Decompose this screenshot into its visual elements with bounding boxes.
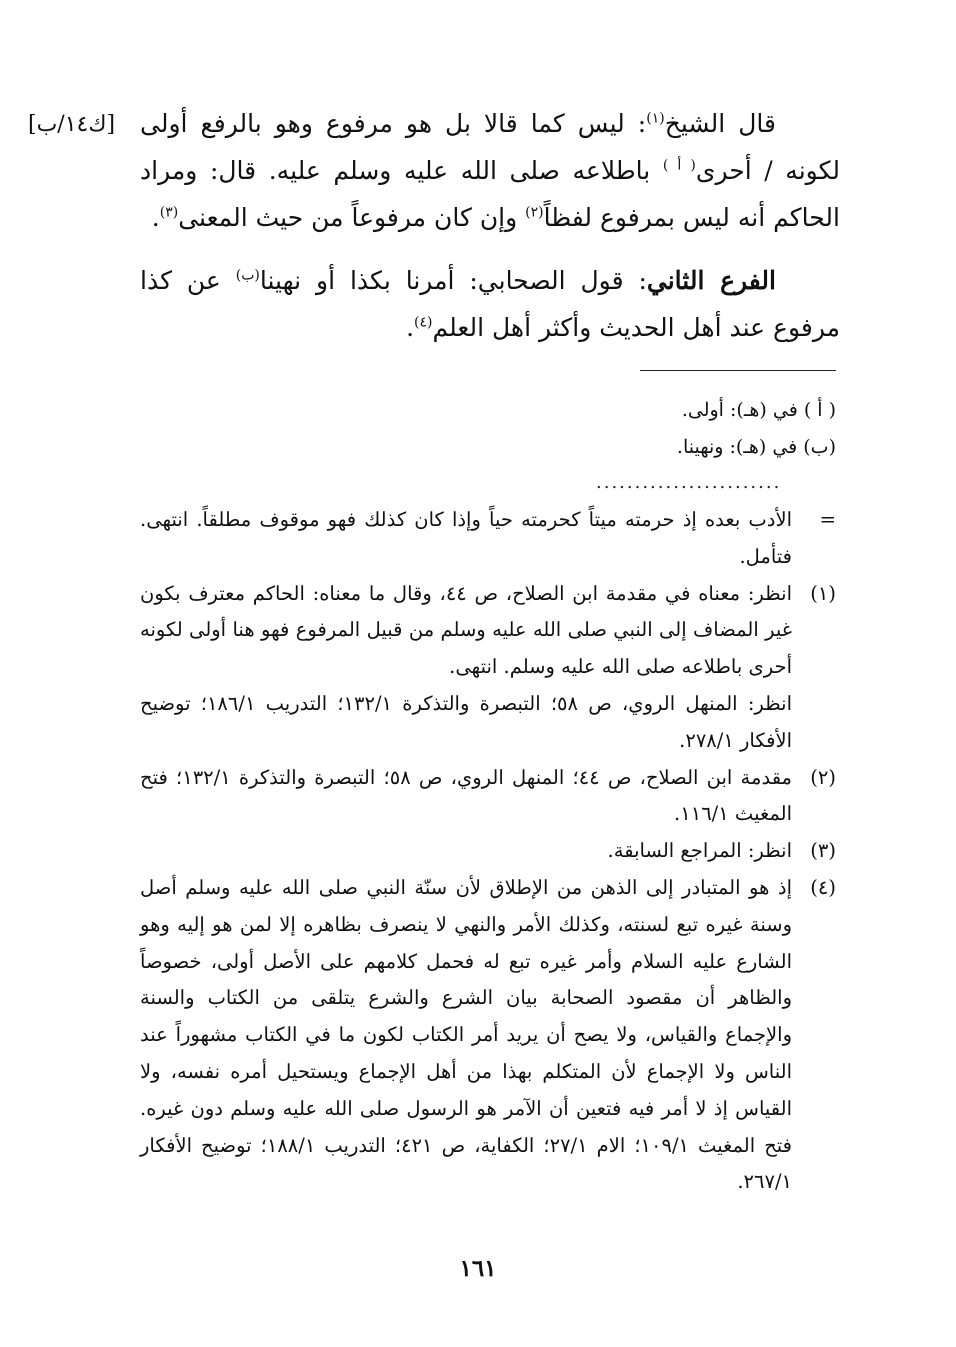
footnote-number: (٣) [810, 839, 836, 863]
paragraph-second-branch [140, 257, 840, 351]
dotted-separator: ........................ [596, 472, 782, 493]
footnote-3 [140, 833, 836, 870]
page-number: ١٦١ [459, 1255, 497, 1282]
text-run: وإن كان مرفوعاً من حيث المعنى [178, 203, 526, 232]
footnote-4 [140, 870, 836, 1201]
text-run: باطلاعه صلى الله عليه وسلم عليه. قال: ومراد الحاكم أنه ليس بمرفوع لفظاً [140, 156, 840, 232]
text-run: : ليس كما قالا بل هو مرفوع وهو بالرفع أولى لكونه / أحرى [140, 109, 840, 185]
manuscript-folio-marker: [ك١٤/ب] [28, 112, 116, 137]
variant-a: ( أ ) في (هـ): أولى. [681, 399, 836, 421]
footnote-number: = [819, 508, 836, 531]
footnote-text: إذ هو المتبادر إلى الذهن من الإطلاق لأن سنّة النبي صلى الله عليه وسلم أصل وسنة غيره تبع لسنته، وكذلك الأمر والنهي لا ينصرف بظاهره إلا لمن هو إليه وهو الشارع عليه السلام وأمر غيره تبع له فحمل كلامهم على الأصل أولى، خصوصاً والظاهر أن مقصود الصحابة بيان الشرع والشرع يتلقى من الكتاب والسنة والإجماع والقياس، ولا يصح أن يريد أمر الكتاب لكون ما في الكتاب مشهوراً عند الناس ولا الإجماع لأن المتكلم بهذا من أهل الإجماع ويستحيل أمره نفسه، ولا القياس إذ لا أمر فيه فتعين أن الآمر هو الرسول صلى الله عليه وسلم دون غيره. فتح المغيث ١٠٩/١؛ الام ٢٧/١؛ الكفاية، ص ٤٢١؛ التدريب ١٨٨/١؛ توضيح الأفكار ٢٦٧/١. [140, 875, 792, 1194]
footnote-text: الأدب بعده إذ حرمته ميتاً كحرمته حياً وإذا كان كذلك فهو موقوف مطلقاً. انتهى. فتأمل. [140, 508, 792, 568]
footnote-ref-1[interactable]: (١) [646, 110, 665, 127]
footnote-text: مقدمة ابن الصلاح، ص ٤٤؛ المنهل الروي، ص ٥٨؛ التبصرة والتذكرة ١٣٢/١؛ فتح المغيث ١١٦/١. [140, 765, 793, 826]
footnote-text: انظر: المراجع السابقة. [607, 839, 792, 863]
footnote-text: انظر: المنهل الروي، ص ٥٨؛ التبصرة والتذكرة ١٣٢/١؛ التدريب ١٨٦/١؛ توضيح الأفكار ٢٧٨/١. [140, 691, 792, 752]
variant-ref-a[interactable]: ( أ ) [662, 157, 696, 174]
paragraph-shaykh-opinion [140, 100, 840, 241]
footnote-ref-3[interactable]: (٣) [159, 204, 179, 221]
footnote-ref-4[interactable]: (٤) [414, 314, 433, 331]
text-run: : قول الصحابي: أمرنا بكذا أو نهينا [259, 266, 647, 295]
text-run: قال الشيخ [664, 109, 776, 138]
footnote-ref-2[interactable]: (٢) [525, 204, 544, 221]
footnote-text: انظر: معناه في مقدمة ابن الصلاح، ص ٤٤، وقال ما معناه: الحاكم معترف بكون غير المضاف إلى النبي صلى الله عليه وسلم من قبيل المرفوع فهو هنا أولى لكونه أحرى باطلاعه صلى الله عليه وسلم. انتهى. [140, 581, 792, 679]
variant-b: (ب) في (هـ): ونهينا. [676, 436, 836, 458]
footnote-continuation [140, 502, 836, 576]
text-run: . [151, 203, 160, 232]
footnote-1 [140, 576, 836, 760]
main-text [140, 100, 840, 351]
footnote-number: (٢) [810, 765, 836, 789]
variant-ref-b[interactable]: (ب) [235, 267, 260, 284]
text-run: عن كذا مرفوع عند أهل الحديث وأكثر أهل العلم [140, 266, 840, 342]
manuscript-variants [136, 392, 836, 466]
text-run: . [406, 313, 415, 342]
footnote-2 [140, 760, 836, 834]
section-heading: الفرع الثاني [646, 266, 776, 295]
footnote-number: (١) [810, 581, 836, 605]
footnote-number: (٤) [810, 875, 836, 899]
footnotes [140, 502, 836, 1201]
footnote-separator [640, 370, 836, 371]
